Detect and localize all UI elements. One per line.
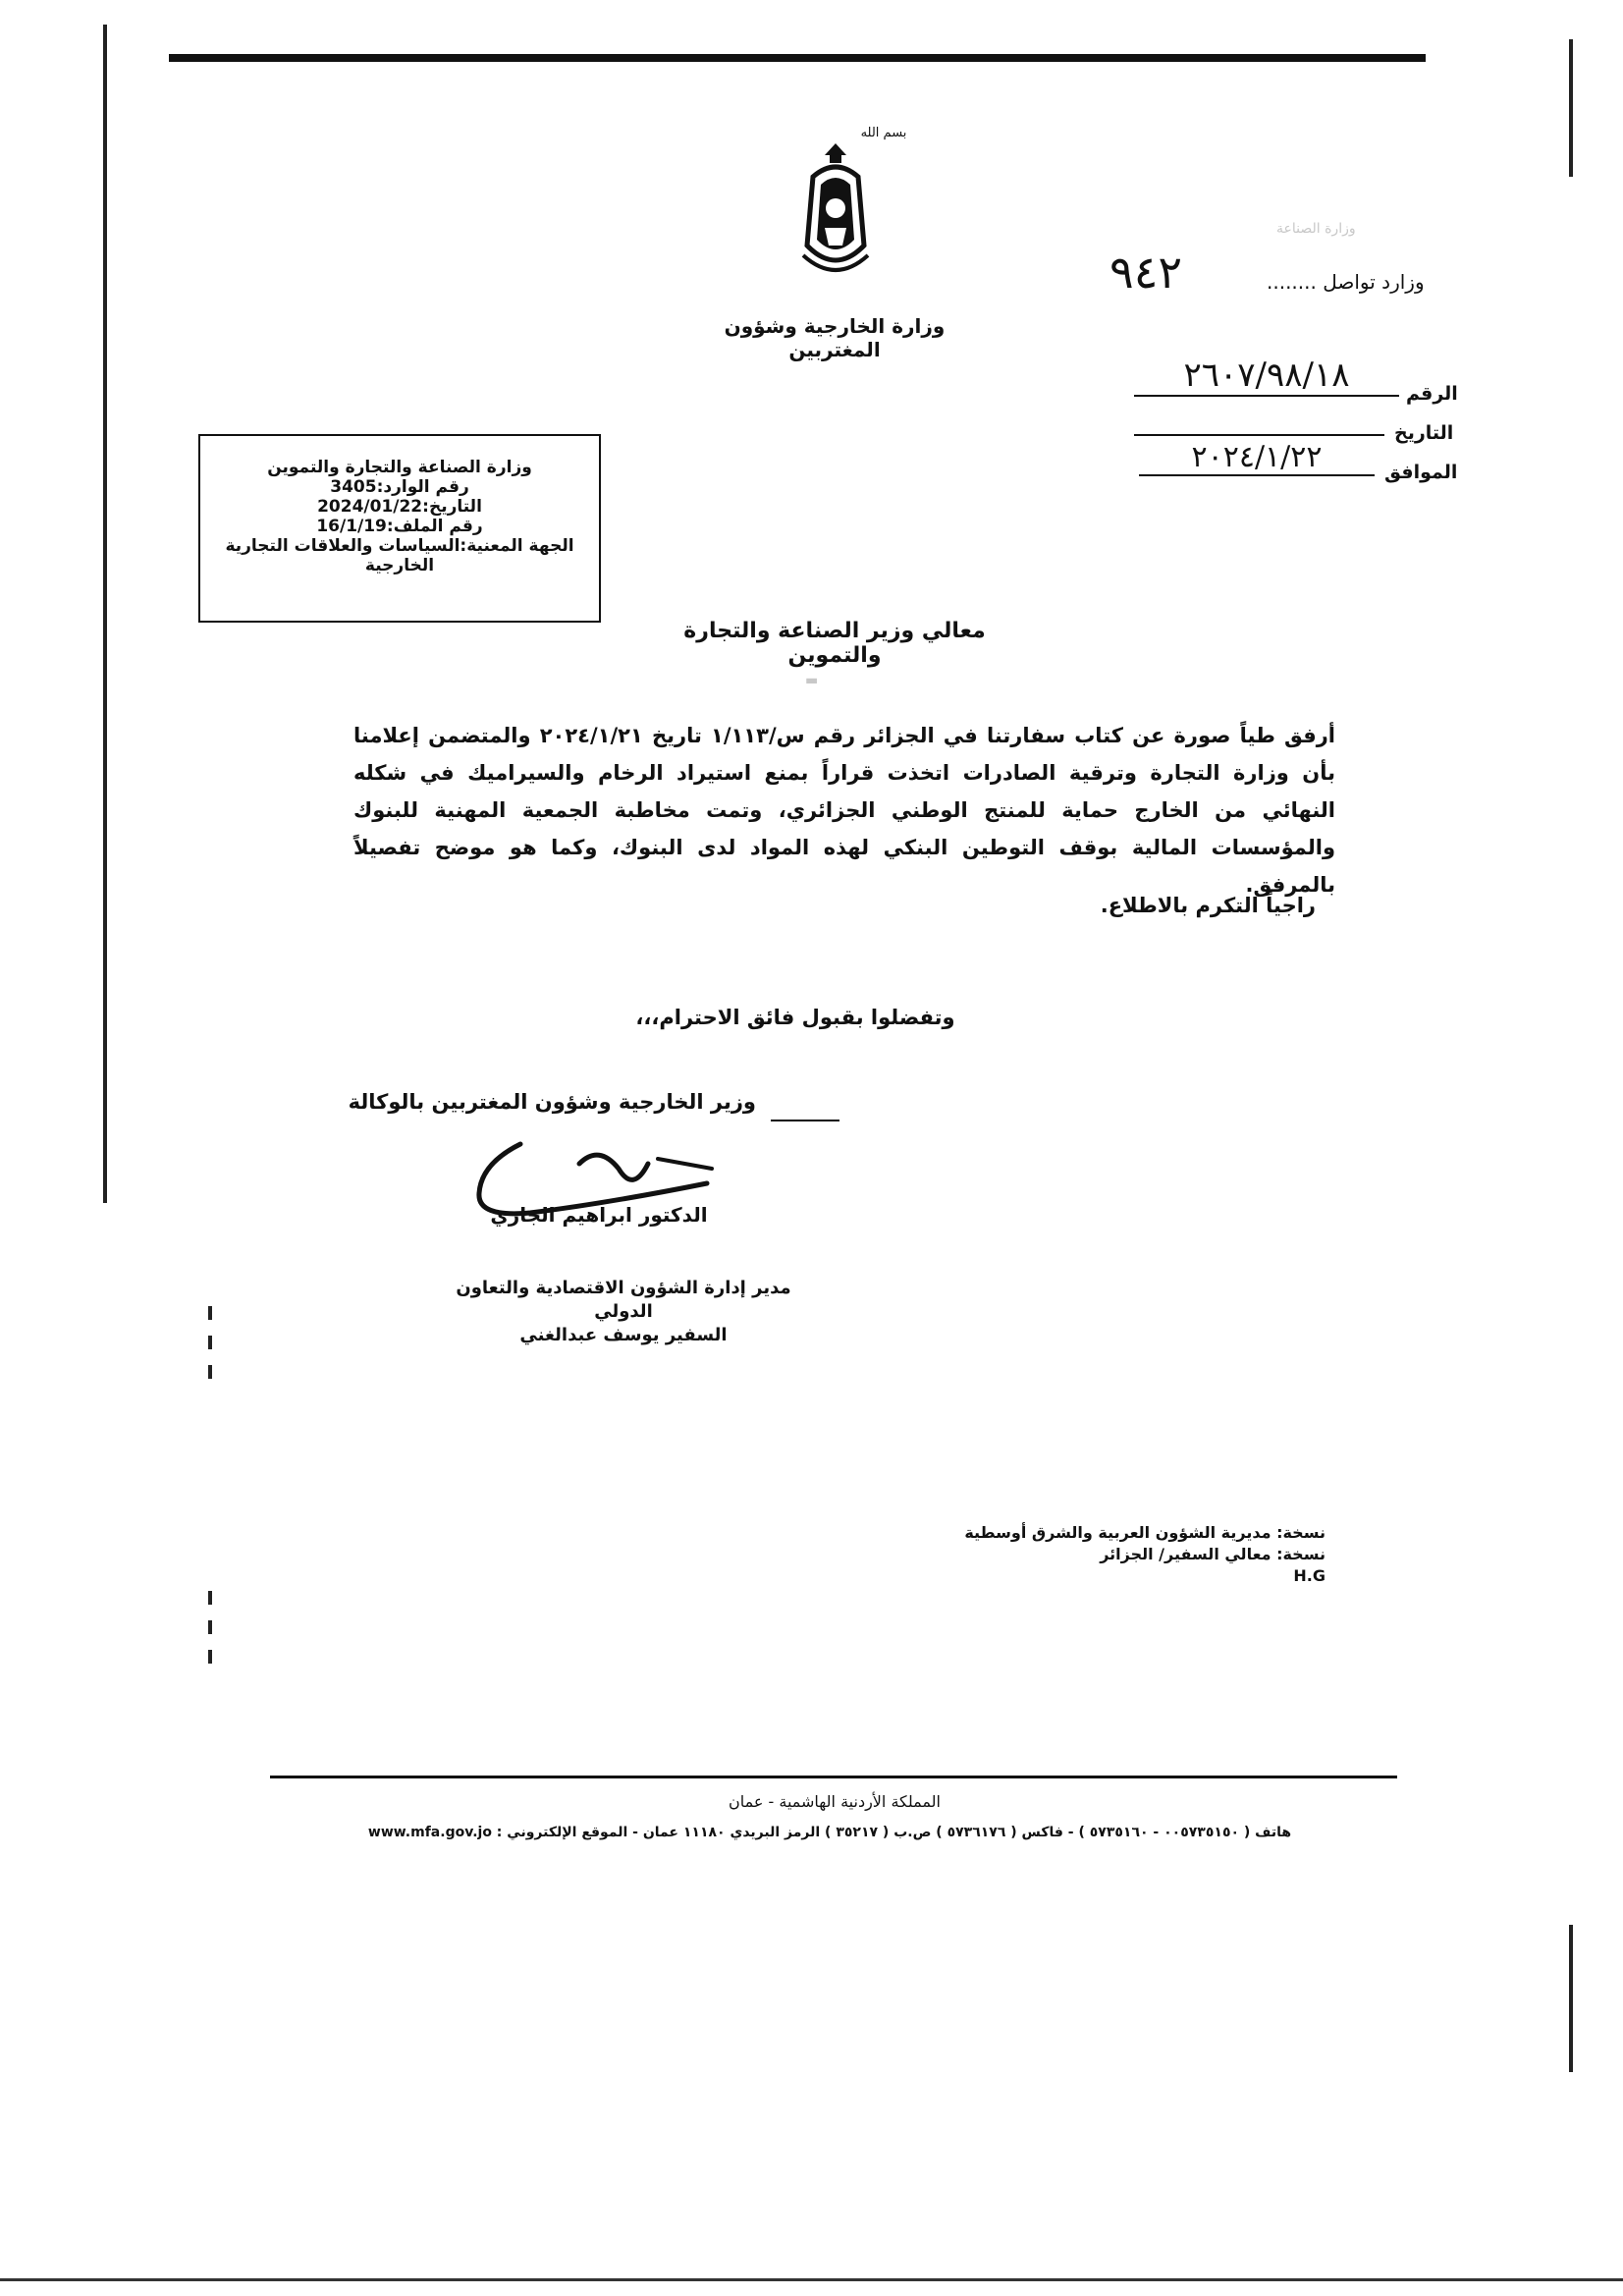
punch-mark-lower [208, 1591, 212, 1679]
signatory-title: وزير الخارجية وشؤون المغتربين بالوكالة [348, 1090, 756, 1114]
right-scan-edge-bottom [1569, 1925, 1573, 2072]
incoming-registration-stamp [198, 434, 601, 623]
director-block [442, 1277, 805, 1347]
letter-body: أرفق طياً صورة عن كتاب سفارتنا في الجزائر رقم س/١/١١٣ تاريخ ٢٠٢٤/١/٢١ والمتضمن إعلامنا بأن وزارة التجارة وترقية الصادرات اتخذت قراراً بمنع استيراد الرخام والسيراميك في شكله النهائي من الخارج حماية للمنتج الوطني الجزائري، وتمت مخاطبة الجمعية المهنية للبنوك والمؤسسات المالية بوقف التوطين البنكي لهذه المواد لدى البنوك، وكما هو موضح تفصيلاً بالمرفق. [353, 724, 1335, 897]
signature-dash [771, 1120, 839, 1121]
date-label: التاريخ [1394, 422, 1454, 444]
corresponding-date-value: ٢٠٢٤/١/٢٢ [1139, 440, 1375, 476]
reference-number-value: ٢٦٠٧/٩٨/١٨ [1134, 355, 1399, 397]
addressee: معالي وزير الصناعة والتجارة والتموين [683, 619, 986, 668]
copy-line-2: نسخة: معالي السفير/ الجزائر [1100, 1545, 1325, 1563]
date-value [1134, 410, 1384, 436]
signatory-name: الدكتور ابراهيم الجازي [490, 1203, 708, 1227]
director-title: مدير إدارة الشؤون الاقتصادية والتعاون الدولي [456, 1278, 791, 1322]
left-scan-edge [103, 25, 107, 1203]
stamp-file-number: رقم الملف:16/1/19 [316, 517, 483, 536]
continuation-label: وزارد تواصل ........ [1267, 270, 1425, 294]
copy-line-1: نسخة: مديرية الشؤون العربية والشرق أوسطية [964, 1523, 1325, 1542]
punch-mark-upper [208, 1306, 212, 1394]
copy-initials: H.G [1293, 1566, 1325, 1585]
faint-bleed-mark: ▬ [805, 673, 819, 688]
stamp-ministry: وزارة الصناعة والتجارة والتموين [267, 458, 532, 477]
footer-address: المملكة الأردنية الهاشمية - عمان [729, 1792, 941, 1811]
top-border-line [169, 54, 1426, 62]
stamp-incoming-number: رقم الوارد:3405 [330, 477, 469, 497]
handwritten-incoming-number: ٩٤٢ [1109, 246, 1183, 299]
coat-of-arms-icon [795, 137, 876, 285]
letter-closing: وتفضلوا بقبول فائق الاحترام،،، [635, 1006, 955, 1029]
corresponding-date-label: الموافق [1384, 462, 1458, 483]
stamp-date: التاريخ:2024/01/22 [317, 497, 482, 517]
footer-contact: هاتف ( ٠٠٥٧٣٥١٥٠ - ٥٧٣٥١٦٠ ) - فاكس ( ٥٧٣٦١٧٦ ) ص.ب ( ٣٥٢١٧ ) الرمز البريدي ١١١٨٠ عمان - الموقع الإلكتروني : www.mfa.gov.jo [367, 1825, 1292, 1840]
faint-ministry-label: وزارة الصناعة [1276, 221, 1356, 237]
ministry-letterhead: وزارة الخارجية وشؤون المغتربين [724, 314, 946, 361]
footer-divider [270, 1776, 1397, 1778]
letter-request: راجياً التكرم بالاطلاع. [1100, 894, 1316, 917]
copies-list [943, 1522, 1325, 1587]
director-name: السفير يوسف عبدالغني [519, 1325, 728, 1345]
basmala: بسم الله [860, 126, 907, 140]
stamp-department: الجهة المعنية:السياسات والعلاقات التجارية الخارجية [225, 536, 574, 575]
bottom-scan-line [0, 2278, 1623, 2281]
right-scan-edge-top [1569, 39, 1573, 177]
reference-number-label: الرقم [1406, 383, 1458, 405]
